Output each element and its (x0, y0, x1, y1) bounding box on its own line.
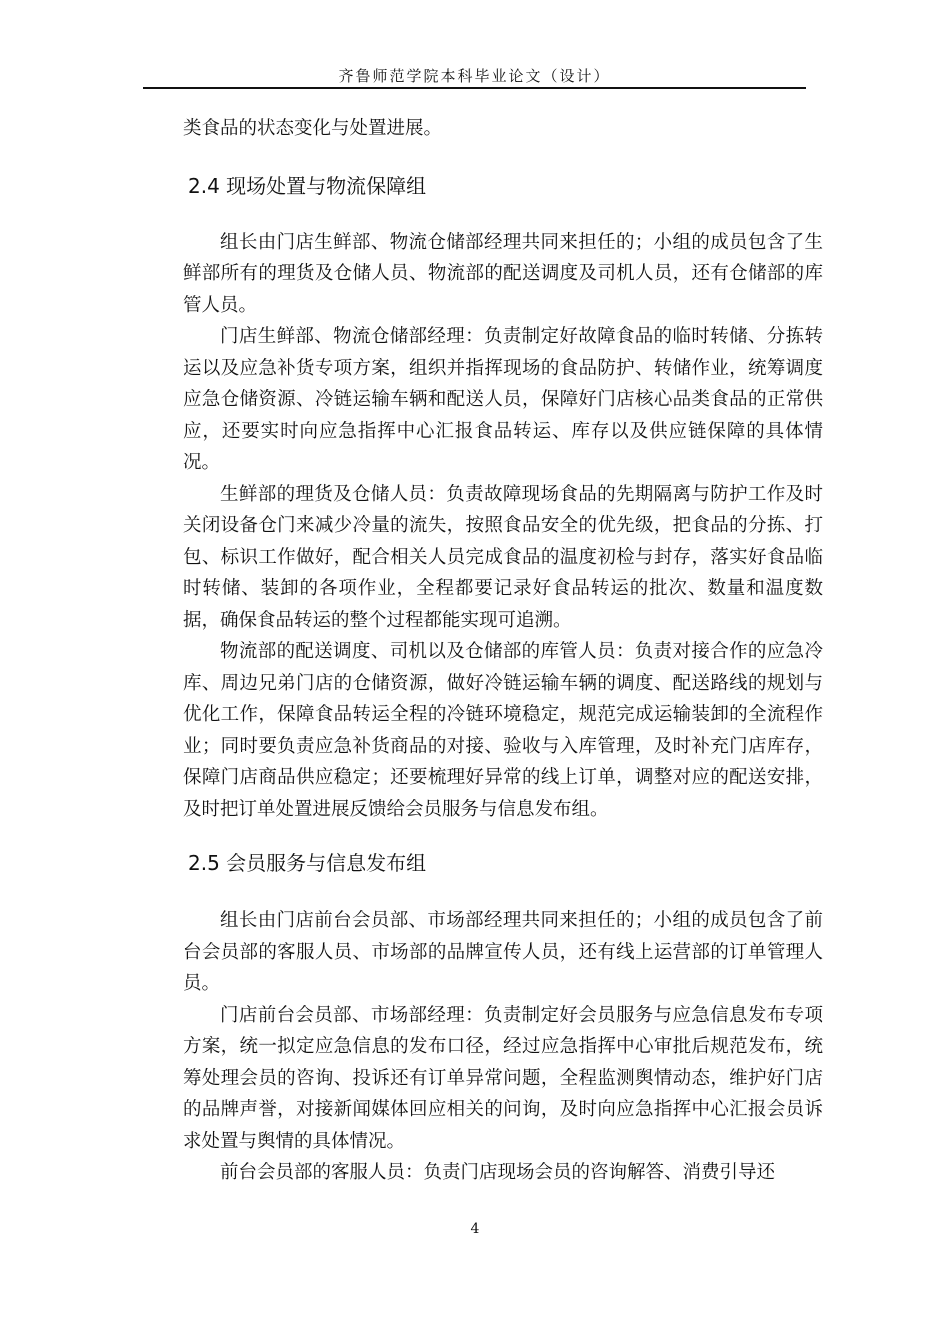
page-content (183, 113, 823, 1189)
running-header: 齐鲁师范学院本科毕业论文（设计） (338, 67, 611, 85)
paragraph-2-4-3: 生鲜部的理货及仓储人员：负责故障现场食品的先期隔离与防护工作及时关闭设备仓门来减少冷量的流失，按照食品安全的优先级，把食品的分拣、打包、标识工作做好，配合相关人员完成食品的温度初检与封存，落实好食品临时转储、装卸的各项作业，全程都要记录好食品转运的批次、数量和温度数据，确保食品转运的整个过程都能实现可追溯。 (183, 483, 823, 631)
paragraph-2-5-3: 前台会员部的客服人员：负责门店现场会员的咨询解答、消费引导还 (220, 1162, 776, 1183)
header-rule (143, 87, 806, 89)
page-number: 4 (470, 1221, 480, 1237)
paragraph-2-5-1: 组长由门店前台会员部、市场部经理共同来担任的；小组的成员包含了前台会员部的客服人员、市场部的品牌宣传人员，还有线上运营部的订单管理人员。 (183, 910, 823, 994)
lead-line: 类食品的状态变化与处置进展。 (183, 118, 443, 139)
paragraph-2-5-2: 门店前台会员部、市场部经理：负责制定好会员服务与应急信息发布专项方案，统一拟定应急信息的发布口径，经过应急指挥中心审批后规范发布，统筹处理会员的咨询、投诉还有订单异常问题，全程监测舆情动态，维护好门店的品牌声誉，对接新闻媒体回应相关的问询，及时向应急指挥中心汇报会员诉求处置与舆情的具体情况。 (183, 1004, 823, 1152)
paragraph-2-4-4: 物流部的配送调度、司机以及仓储部的库管人员：负责对接合作的应急冷库、周边兄弟门店的仓储资源，做好冷链运输车辆的调度、配送路线的规划与优化工作，保障食品转运全程的冷链环境稳定，规范完成运输装卸的全流程作业；同时要负责应急补货商品的对接、验收与入库管理，及时补充门店库存，保障门店商品供应稳定；还要梳理好异常的线上订单，调整对应的配送安排，及时把订单处置进展反馈给会员服务与信息发布组。 (183, 641, 823, 820)
paragraph-2-4-2: 门店生鲜部、物流仓储部经理：负责制定好故障食品的临时转储、分拣转运以及应急补货专项方案，组织并指挥现场的食品防护、转储作业，统筹调度应急仓储资源、冷链运输车辆和配送人员，保障好门店核心品类食品的正常供应，还要实时向应急指挥中心汇报食品转运、库存以及供应链保障的具体情况。 (183, 326, 823, 473)
section-heading-2-4: 2.4 现场处置与物流保障组 (188, 173, 427, 198)
section-heading-2-5: 2.5 会员服务与信息发布组 (188, 851, 427, 875)
paragraph-2-4-1: 组长由门店生鲜部、物流仓储部经理共同来担任的；小组的成员包含了生鲜部所有的理货及仓储人员、物流部的配送调度及司机人员，还有仓储部的库管人员。 (183, 231, 823, 316)
